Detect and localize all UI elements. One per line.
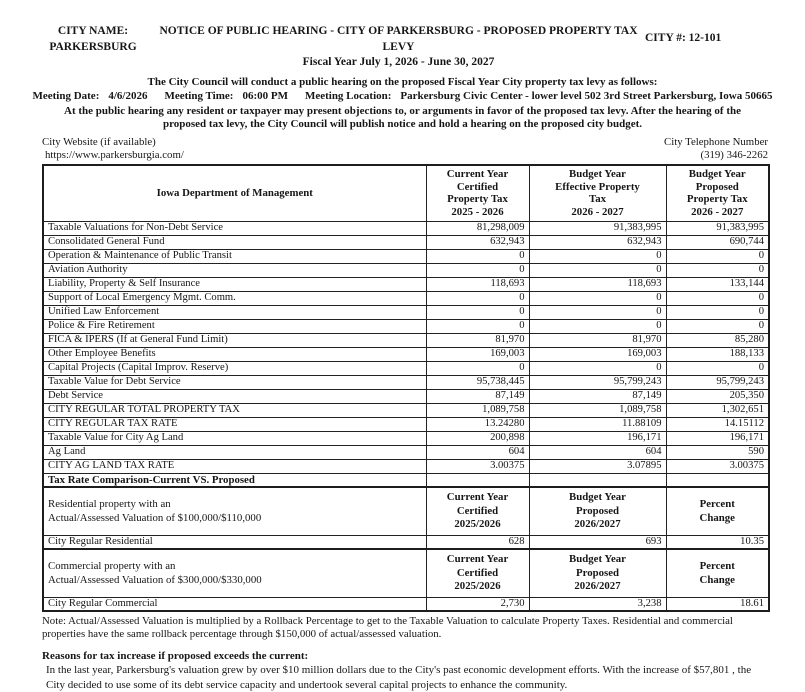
table-row [43, 305, 769, 319]
table-row [43, 277, 769, 291]
cell-value: 18.61 [666, 597, 769, 611]
table-row [43, 445, 769, 459]
row-label: City Regular Commercial [43, 597, 426, 611]
row-label: CITY REGULAR TOTAL PROPERTY TAX [43, 403, 426, 417]
row-label: Unified Law Enforcement [43, 305, 426, 319]
residential-header-row [43, 487, 769, 535]
cell-value: 0 [666, 305, 769, 319]
title-block [152, 24, 645, 71]
phone-label: City Telephone Number [664, 136, 768, 149]
cell-value: 118,693 [529, 277, 666, 291]
cell-value: 604 [529, 445, 666, 459]
meeting-location-label: Meeting Location: [304, 89, 392, 102]
cell-value: 91,383,995 [529, 221, 666, 235]
col-header-department: Iowa Department of Management [43, 165, 426, 221]
cell-value: 14.15112 [666, 417, 769, 431]
table-row [43, 375, 769, 389]
rollback-note: Note: Actual/Assessed Valuation is multiplied by a Rollback Percentage to get to the Taxable Valuation to calculate Property Taxes. Residential and commercial properties have the same rollback percentage through $150,000 of actual/assessed valuation. [42, 615, 733, 641]
phone-block [664, 136, 768, 162]
meeting-location-value: Parkersburg Civic Center - lower level 502 3rd Street Parkersburg, Iowa 50665 [400, 89, 773, 102]
cell-value: 11.88109 [529, 417, 666, 431]
commercial-col-change: Percent Change [666, 549, 769, 597]
table-row [43, 459, 769, 473]
comparison-section-title: Tax Rate Comparison-Current VS. Proposed [43, 473, 426, 487]
website-block [42, 136, 184, 162]
cell-value: 632,943 [529, 235, 666, 249]
meeting-date-label: Meeting Date: [32, 89, 100, 102]
cell-value: 693 [529, 535, 666, 549]
residential-col-change: Percent Change [666, 487, 769, 535]
cell-value: 169,003 [529, 347, 666, 361]
cell-value: 0 [529, 291, 666, 305]
cell-value: 81,970 [426, 333, 529, 347]
cell-value: 13.24280 [426, 417, 529, 431]
residential-col-proposed: Budget Year Proposed 2026/2027 [529, 487, 666, 535]
cell-value: 690,744 [666, 235, 769, 249]
cell-value: 0 [529, 249, 666, 263]
cell-value: 0 [666, 291, 769, 305]
document-subtitle: Fiscal Year July 1, 2026 - June 30, 2027 [302, 56, 495, 69]
cell-value: 628 [426, 535, 529, 549]
cell-value: 0 [529, 319, 666, 333]
row-label: Liability, Property & Self Insurance [43, 277, 426, 291]
residential-header-label: Residential property with an Actual/Assessed Valuation of $100,000/$110,000 [43, 487, 426, 535]
meeting-date-value: 4/6/2026 [108, 89, 148, 102]
cell-value: 3,238 [529, 597, 666, 611]
table-row [43, 431, 769, 445]
website-url: https://www.parkersburgia.com/ [45, 149, 184, 161]
cell-value: 0 [666, 319, 769, 333]
commercial-data-row [43, 597, 769, 611]
cell-value: 196,171 [529, 431, 666, 445]
row-label: Debt Service [43, 389, 426, 403]
meeting-time-value: 06:00 PM [242, 89, 288, 102]
cell-value: 0 [529, 263, 666, 277]
table-row [43, 333, 769, 347]
commercial-col-proposed: Budget Year Proposed 2026/2027 [529, 549, 666, 597]
document-header [0, 24, 805, 71]
phone-number: (319) 346-2262 [700, 149, 768, 161]
table-row [43, 417, 769, 431]
row-label: Capital Projects (Capital Improv. Reserve) [43, 361, 426, 375]
commercial-header-row [43, 549, 769, 597]
table-row [43, 249, 769, 263]
row-label: Taxable Value for City Ag Land [43, 431, 426, 445]
cell-value: 188,133 [666, 347, 769, 361]
reasons-heading: Reasons for tax increase if proposed exceeds the current: [42, 650, 309, 663]
cell-value: 590 [666, 445, 769, 459]
website-label: City Website (if available) [42, 136, 156, 149]
city-name-label: CITY NAME: [57, 25, 129, 37]
cell-value: 632,943 [426, 235, 529, 249]
cell-value: 1,089,758 [426, 403, 529, 417]
table-row [43, 221, 769, 235]
col-header-effective: Budget Year Effective Property Tax 2026 - 2027 [529, 165, 666, 221]
residential-data-row [43, 535, 769, 549]
cell-value: 2,730 [426, 597, 529, 611]
meeting-info-line [0, 90, 805, 102]
cell-value: 0 [666, 263, 769, 277]
table-row [43, 361, 769, 375]
table-row [43, 235, 769, 249]
row-label: CITY REGULAR TAX RATE [43, 417, 426, 431]
cell-value: 118,693 [426, 277, 529, 291]
commercial-header-label: Commercial property with an Actual/Assessed Valuation of $300,000/$330,000 [43, 549, 426, 597]
table-row [43, 389, 769, 403]
hearing-note: At the public hearing any resident or taxpayer may present objections to, or arguments in favor of the proposed tax levy. After the hearing of the proposed tax levy, the City Council will publish notice and hold a hearing on the proposed city budget. [64, 104, 741, 131]
city-name-block [34, 24, 152, 55]
cell-value: 81,298,009 [426, 221, 529, 235]
cell-value: 3.07895 [529, 459, 666, 473]
row-label: FICA & IPERS (If at General Fund Limit) [43, 333, 426, 347]
cell-value: 0 [426, 249, 529, 263]
cell-value: 10.35 [666, 535, 769, 549]
comparison-section-row [43, 473, 769, 487]
cell-value: 133,144 [666, 277, 769, 291]
table-header-row [43, 165, 769, 221]
property-tax-table [42, 164, 770, 612]
cell-value: 0 [426, 263, 529, 277]
document-title: NOTICE OF PUBLIC HEARING - CITY OF PARKERSBURG - PROPOSED PROPERTY TAX LEVY [159, 25, 638, 53]
commercial-col-current: Current Year Certified 2025/2026 [426, 549, 529, 597]
cell-value: 205,350 [666, 389, 769, 403]
col-header-proposed: Budget Year Proposed Property Tax 2026 - 2027 [666, 165, 769, 221]
hearing-announcement: The City Council will conduct a public hearing on the proposed Fiscal Year City property tax levy as follows: [147, 75, 658, 88]
cell-value: 0 [426, 291, 529, 305]
row-label: CITY AG LAND TAX RATE [43, 459, 426, 473]
city-number: CITY #: 12-101 [645, 32, 722, 44]
row-label: Support of Local Emergency Mgmt. Comm. [43, 291, 426, 305]
cell-value: 1,089,758 [529, 403, 666, 417]
cell-value: 0 [529, 305, 666, 319]
row-label: Operation & Maintenance of Public Transit [43, 249, 426, 263]
row-label: Taxable Valuations for Non-Debt Service [43, 221, 426, 235]
contact-row [42, 136, 768, 162]
cell-value: 604 [426, 445, 529, 459]
cell-value: 95,738,445 [426, 375, 529, 389]
table-row [43, 263, 769, 277]
row-label: Ag Land [43, 445, 426, 459]
meeting-time-label: Meeting Time: [164, 89, 234, 102]
cell-value: 95,799,243 [666, 375, 769, 389]
row-label: Taxable Value for Debt Service [43, 375, 426, 389]
cell-value: 0 [426, 319, 529, 333]
reasons-text: In the last year, Parkersburg's valuation grew by over $10 million dollars due to the City's past economic development efforts. With the increase of $57,801 , the City decided to use some of its debt service capacity and undertook several capital projects to enhance the community. [46, 664, 752, 691]
cell-value: 3.00375 [426, 459, 529, 473]
table-row [43, 403, 769, 417]
cell-value: 0 [426, 305, 529, 319]
cell-value: 200,898 [426, 431, 529, 445]
cell-value: 0 [666, 249, 769, 263]
table-row [43, 319, 769, 333]
row-label: Consolidated General Fund [43, 235, 426, 249]
cell-value: 196,171 [666, 431, 769, 445]
row-label: Aviation Authority [43, 263, 426, 277]
city-name-value: PARKERSBURG [49, 40, 137, 53]
cell-value: 87,149 [426, 389, 529, 403]
row-label: Other Employee Benefits [43, 347, 426, 361]
cell-value: 0 [529, 361, 666, 375]
cell-value: 95,799,243 [529, 375, 666, 389]
row-label: Police & Fire Retirement [43, 319, 426, 333]
table-row [43, 291, 769, 305]
cell-value: 0 [666, 361, 769, 375]
col-header-current-year: Current Year Certified Property Tax 2025 - 2026 [426, 165, 529, 221]
cell-value: 1,302,651 [666, 403, 769, 417]
cell-value: 0 [426, 361, 529, 375]
cell-value: 169,003 [426, 347, 529, 361]
cell-value: 91,383,995 [666, 221, 769, 235]
table-row [43, 347, 769, 361]
residential-col-current: Current Year Certified 2025/2026 [426, 487, 529, 535]
cell-value: 3.00375 [666, 459, 769, 473]
cell-value: 87,149 [529, 389, 666, 403]
cell-value: 81,970 [529, 333, 666, 347]
cell-value: 85,280 [666, 333, 769, 347]
row-label: City Regular Residential [43, 535, 426, 549]
